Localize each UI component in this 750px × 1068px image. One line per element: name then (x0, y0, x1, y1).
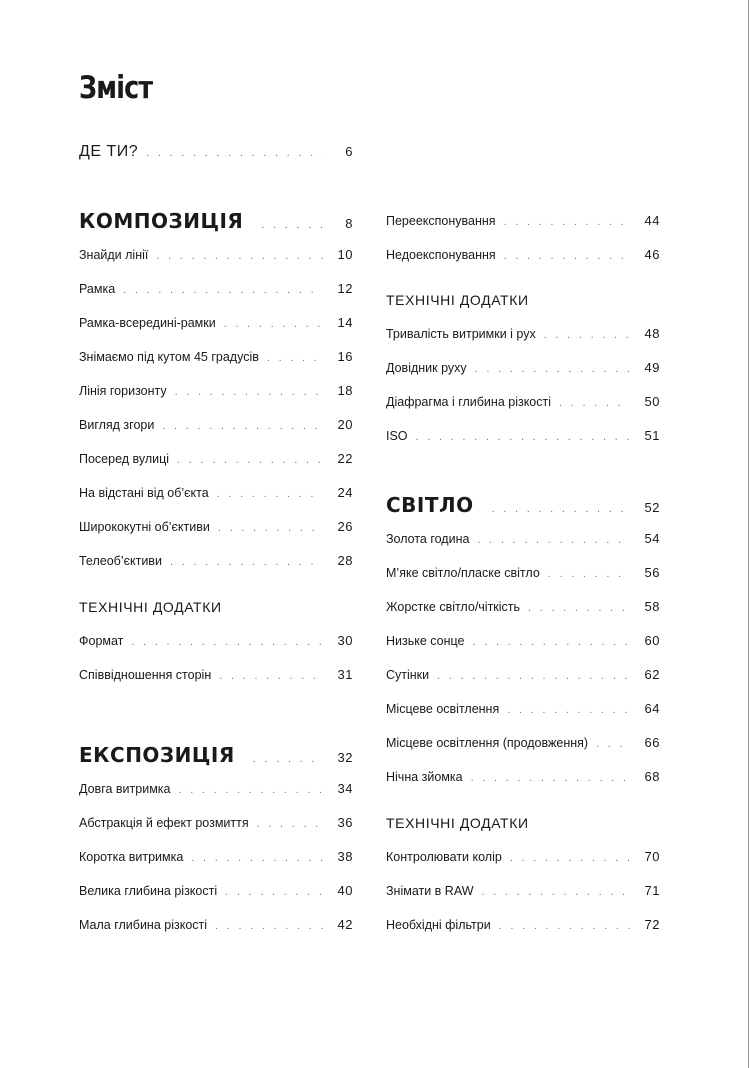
toc-entry[interactable] (386, 565, 660, 585)
leader-dots (224, 318, 323, 330)
toc-entry-label: Довга витримка (79, 782, 171, 796)
toc-entry[interactable] (386, 213, 660, 233)
leader-dots (416, 431, 630, 443)
toc-entry[interactable] (386, 394, 660, 414)
toc-entry-label: Довідник руху (386, 361, 467, 375)
toc-entry[interactable] (386, 667, 660, 687)
toc-page-number: 50 (644, 394, 660, 409)
toc-entry[interactable] (386, 247, 660, 267)
toc-entry[interactable] (386, 360, 660, 380)
leader-dots (596, 738, 630, 750)
toc-page-number: 68 (644, 769, 660, 784)
toc-entry-label: Недоекспонування (386, 248, 496, 262)
leader-dots (504, 250, 630, 262)
page-edge-line (748, 0, 749, 1068)
toc-entry[interactable] (79, 633, 353, 653)
toc-entry-label: Знайди лінії (79, 248, 149, 262)
toc-page-number: 16 (337, 349, 353, 364)
leader-dots (482, 886, 631, 898)
toc-entry[interactable] (79, 417, 353, 437)
toc-entry-label: Діафрагма і глибина різкості (386, 395, 552, 409)
toc-entry[interactable] (79, 519, 353, 539)
page-title: Зміст (79, 70, 153, 106)
toc-entry[interactable] (79, 917, 353, 937)
leader-dots (471, 772, 630, 784)
leader-dots (544, 329, 630, 341)
toc-entry-label: Знімаємо під кутом 45 градусів (79, 350, 259, 364)
leader-dots (510, 852, 630, 864)
toc-entry-label: Тривалість витримки і рух (386, 327, 536, 341)
section-light[interactable] (386, 493, 660, 517)
toc-page-number: 18 (337, 383, 353, 398)
toc-entry-label: Велика глибина різкості (79, 884, 218, 898)
toc-page-number: 44 (644, 213, 660, 228)
toc-entry[interactable] (79, 247, 353, 267)
tech-appendix-heading: ТЕХНІЧНІ ДОДАТКИ (79, 599, 222, 615)
toc-entry[interactable] (79, 281, 353, 301)
toc-entry[interactable] (386, 917, 660, 937)
toc-entry[interactable] (386, 633, 660, 653)
leader-dots (257, 818, 323, 830)
toc-page-number: 10 (337, 247, 353, 262)
leader-dots (437, 670, 630, 682)
leader-dots (170, 556, 323, 568)
toc-entry-label: ISO (386, 429, 408, 443)
toc-entry[interactable] (386, 849, 660, 869)
leader-dots (156, 250, 323, 262)
section-exposure[interactable] (79, 743, 353, 767)
leader-dots (548, 568, 630, 580)
toc-page-number: 8 (345, 216, 353, 231)
toc-entry[interactable] (386, 428, 660, 448)
toc-entry[interactable] (79, 667, 353, 687)
toc-entry[interactable] (386, 883, 660, 903)
toc-page-number: 20 (337, 417, 353, 432)
toc-page-number: 56 (644, 565, 660, 580)
leader-dots (477, 534, 630, 546)
leader-dots (473, 636, 630, 648)
toc-entry[interactable] (79, 451, 353, 471)
toc-entry-label: На відстані від об’єкта (79, 486, 209, 500)
toc-entry-label: Ширококутні об’єктиви (79, 520, 210, 534)
section-title: СВІТЛО (386, 493, 474, 517)
leader-dots (218, 522, 323, 534)
tech-appendix-heading: ТЕХНІЧНІ ДОДАТКИ (386, 815, 529, 831)
leader-dots (217, 488, 323, 500)
leader-dots (267, 352, 323, 364)
toc-entry-label: Посеред вулиці (79, 452, 170, 466)
toc-entry-label: Абстракція й ефект розмиття (79, 816, 249, 830)
leader-dots (253, 753, 323, 765)
toc-entry[interactable] (79, 383, 353, 403)
toc-page-number: 71 (644, 883, 660, 898)
toc-entry-label: Формат (79, 634, 124, 648)
toc-entry-label: Телеоб’єктиви (79, 554, 162, 568)
leader-dots (261, 219, 323, 231)
section-title: ЕКСПОЗИЦІЯ (79, 743, 235, 767)
toc-entry[interactable] (386, 735, 660, 755)
toc-entry-label: Лінія горизонту (79, 384, 167, 398)
toc-page-number: 48 (644, 326, 660, 341)
toc-page-number: 46 (644, 247, 660, 262)
leader-dots (559, 397, 630, 409)
leader-dots (131, 636, 323, 648)
leader-dots (504, 216, 630, 228)
toc-page-number: 34 (337, 781, 353, 796)
leader-dots (215, 920, 323, 932)
leader-dots (191, 852, 323, 864)
toc-entry[interactable] (79, 485, 353, 505)
toc-entry-intro[interactable] (79, 143, 353, 163)
toc-page-number: 22 (337, 451, 353, 466)
toc-page-number: 49 (644, 360, 660, 375)
leader-dots (499, 920, 630, 932)
toc-entry[interactable] (386, 769, 660, 789)
toc-entry-label: Співвідношення сторін (79, 668, 212, 682)
leader-dots (146, 147, 323, 159)
toc-entry-label: М’яке світло/пласке світло (386, 566, 540, 580)
toc-page-number: 54 (644, 531, 660, 546)
toc-page-number: 62 (644, 667, 660, 682)
toc-page-number: 70 (644, 849, 660, 864)
toc-entry[interactable] (386, 326, 660, 346)
toc-left-column (79, 0, 353, 1068)
toc-entry-label: Вигляд згори (79, 418, 155, 432)
toc-page-number: 28 (337, 553, 353, 568)
leader-dots (178, 784, 323, 796)
toc-page-number: 14 (337, 315, 353, 330)
leader-dots (219, 670, 323, 682)
toc-entry[interactable] (79, 781, 353, 801)
section-title: КОМПОЗИЦІЯ (79, 209, 244, 233)
tech-appendix-heading: ТЕХНІЧНІ ДОДАТКИ (386, 292, 529, 308)
toc-entry-label: Мала глибина різкості (79, 918, 208, 932)
toc-entry[interactable] (79, 883, 353, 903)
toc-page-number: 66 (644, 735, 660, 750)
toc-page-number: 31 (337, 667, 353, 682)
toc-page-number: 60 (644, 633, 660, 648)
toc-entry[interactable] (79, 349, 353, 369)
toc-entry-label: Низьке сонце (386, 634, 465, 648)
toc-entry-label: Рамка-всередині-рамки (79, 316, 216, 330)
toc-entry-label: Необхідні фільтри (386, 918, 491, 932)
toc-page-number: 72 (644, 917, 660, 932)
toc-entry-label: Рамка (79, 282, 116, 296)
toc-page-number: 42 (337, 917, 353, 932)
toc-page-number: 32 (337, 750, 353, 765)
toc-entry-label: Жорстке світло/чіткість (386, 600, 521, 614)
toc-entry[interactable] (79, 315, 353, 335)
toc-page-number: 64 (644, 701, 660, 716)
leader-dots (175, 386, 323, 398)
toc-page-number: 40 (337, 883, 353, 898)
section-composition[interactable] (79, 209, 353, 233)
toc-page-number: 30 (337, 633, 353, 648)
leader-dots (123, 284, 323, 296)
toc-page-number: 52 (644, 500, 660, 515)
toc-entry-label: Місцеве освітлення (386, 702, 500, 716)
toc-entry[interactable] (79, 553, 353, 573)
toc-page-number: 6 (345, 144, 353, 159)
toc-entry[interactable] (386, 531, 660, 551)
toc-entry-label: Знімати в RAW (386, 884, 474, 898)
toc-entry[interactable] (386, 701, 660, 721)
leader-dots (492, 503, 630, 515)
toc-entry-label: Контролювати колір (386, 850, 502, 864)
toc-page-number: 26 (337, 519, 353, 534)
toc-entry-label: Коротка витримка (79, 850, 184, 864)
leader-dots (162, 420, 323, 432)
leader-dots (475, 363, 630, 375)
toc-page-number: 12 (337, 281, 353, 296)
toc-page-number: 24 (337, 485, 353, 500)
toc-entry-label: Сутінки (386, 668, 430, 682)
toc-page-number: 36 (337, 815, 353, 830)
toc-entry-label: ДЕ ТИ? (79, 143, 139, 160)
toc-page-number: 58 (644, 599, 660, 614)
toc-entry-label: Місцеве освітлення (продовження) (386, 736, 589, 750)
toc-page-number: 51 (644, 428, 660, 443)
toc-entry[interactable] (79, 815, 353, 835)
toc-entry[interactable] (386, 599, 660, 619)
leader-dots (177, 454, 323, 466)
leader-dots (507, 704, 630, 716)
toc-entry[interactable] (79, 849, 353, 869)
toc-entry-label: Нічна зйомка (386, 770, 463, 784)
toc-entry-label: Золота година (386, 532, 470, 546)
leader-dots (528, 602, 630, 614)
leader-dots (225, 886, 323, 898)
toc-entry-label: Переекспонування (386, 214, 496, 228)
toc-right-column (386, 0, 660, 1068)
toc-page-number: 38 (337, 849, 353, 864)
